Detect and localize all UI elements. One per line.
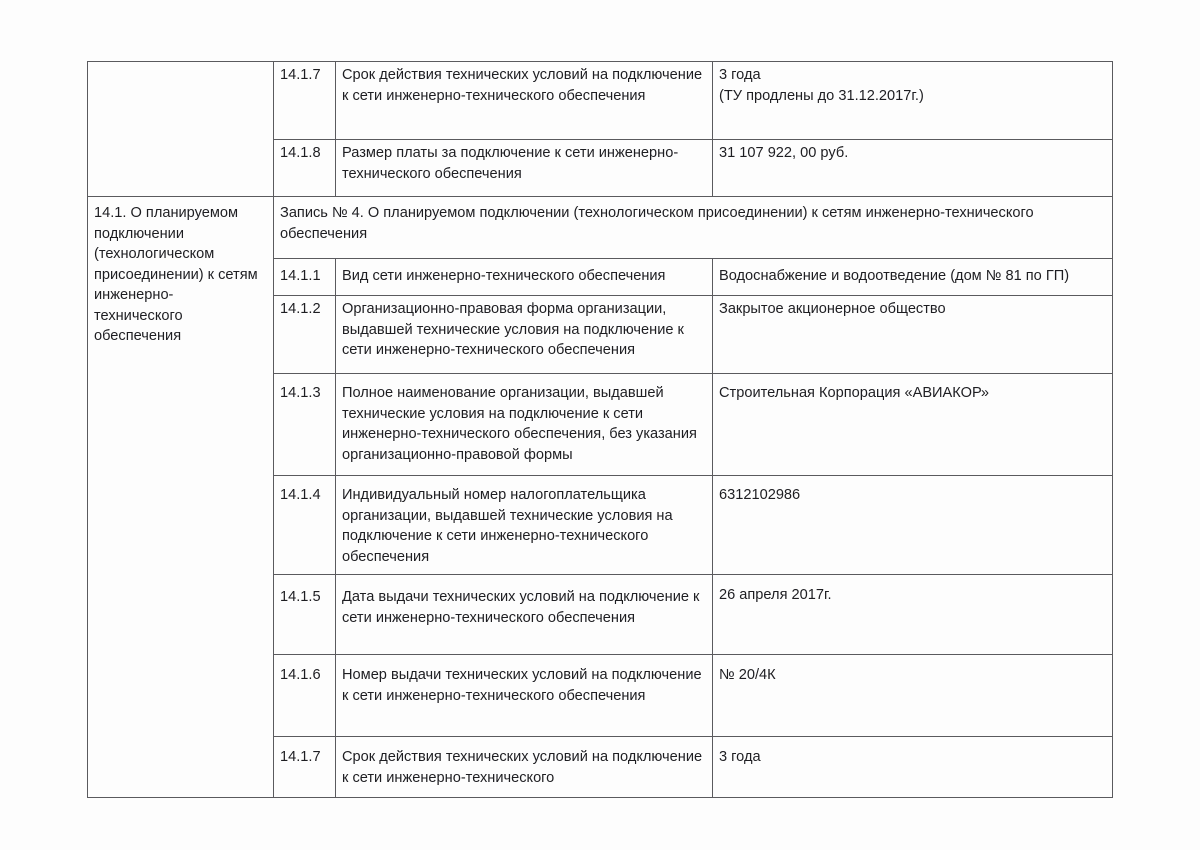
section-title: 14.1. О планируемом подключении (технологическом присоединении) к сетям инженерно-технического обеспечения [88, 197, 274, 798]
row-label: Дата выдачи технических условий на подключение к сети инженерно-технического обеспечения [336, 575, 713, 655]
row-label: Срок действия технических условий на подключение к сети инженерно-технического [336, 737, 713, 798]
row-value: Строительная Корпорация «АВИАКОР» [713, 374, 1113, 476]
row-label: Индивидуальный номер налогоплательщика организации, выдавшей технические условия на подключение к сети инженерно-технического обеспечения [336, 476, 713, 575]
row-value: Закрытое акционерное общество [713, 296, 1113, 374]
row-label: Вид сети инженерно-технического обеспечения [336, 259, 713, 296]
row-label: Размер платы за подключение к сети инженерно-технического обеспечения [336, 140, 713, 197]
row-label: Организационно-правовая форма организации, выдавшей технические условия на подключение к сети инженерно-технического обеспечения [336, 296, 713, 374]
table-row [88, 197, 1113, 259]
row-label: Номер выдачи технических условий на подключение к сети инженерно-технического обеспечения [336, 655, 713, 737]
row-number: 14.1.8 [274, 140, 336, 197]
row-number: 14.1.2 [274, 296, 336, 374]
row-value: Водоснабжение и водоотведение (дом № 81 по ГП) [713, 259, 1113, 296]
row-number: 14.1.7 [274, 62, 336, 140]
value-line: (ТУ продлены до 31.12.2017г.) [719, 87, 924, 104]
row-value: № 20/4К [713, 655, 1113, 737]
row-value: 31 107 922, 00 руб. [713, 140, 1113, 197]
table-row [88, 62, 1113, 140]
row-value: 6312102986 [713, 476, 1113, 575]
row-number: 14.1.3 [274, 374, 336, 476]
row-number: 14.1.1 [274, 259, 336, 296]
row-value: 3 года [713, 737, 1113, 798]
row-number: 14.1.5 [274, 575, 336, 655]
row-number: 14.1.7 [274, 737, 336, 798]
row-label: Срок действия технических условий на подключение к сети инженерно-технического обеспечения [336, 62, 713, 140]
document-table [87, 61, 1113, 798]
row-value [713, 62, 1113, 140]
value-line: 3 года [719, 67, 761, 83]
row-value: 26 апреля 2017г. [713, 575, 1113, 655]
empty-section-cell [88, 62, 274, 197]
record-header: Запись № 4. О планируемом подключении (технологическом присоединении) к сетям инженерно-технического обеспечения [274, 197, 1113, 259]
row-number: 14.1.6 [274, 655, 336, 737]
row-number: 14.1.4 [274, 476, 336, 575]
row-label: Полное наименование организации, выдавшей технические условия на подключение к сети инженерно-технического обеспечения, без указания организационно-правовой формы [336, 374, 713, 476]
